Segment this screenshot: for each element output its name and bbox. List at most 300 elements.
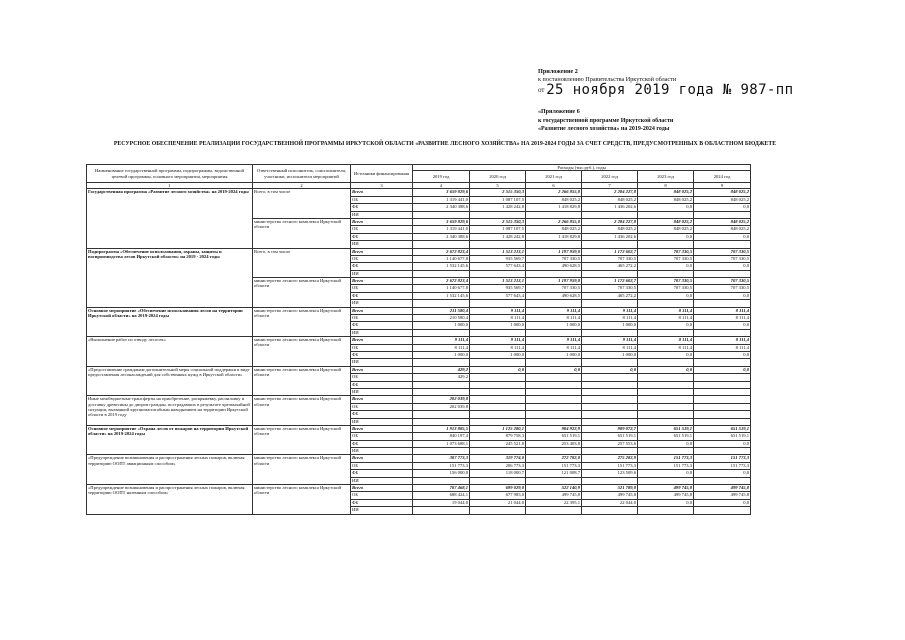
amount-cell: 1 418 829,8 (526, 233, 582, 240)
appendix-decree-ref: к постановлению Правительства Иркутской области (538, 76, 677, 83)
amount-cell: 1 513 213,1 (470, 248, 526, 255)
amount-cell: 275 282,9 (582, 455, 638, 462)
col-header-year: 2022 год (582, 171, 638, 183)
funding-source-cell: Всего (351, 396, 413, 403)
appendix-label: Приложение 2 (538, 68, 578, 75)
amount-cell (526, 381, 582, 388)
amount-cell: 0,0 (694, 204, 751, 211)
funding-source-cell: ОБ (351, 255, 413, 262)
amount-cell (526, 329, 582, 336)
amount-cell (694, 507, 751, 514)
amount-cell (638, 300, 694, 307)
funding-source-cell: ФБ (351, 263, 413, 270)
amount-cell: 0,0 (694, 366, 751, 373)
col-number: 4 (413, 183, 470, 189)
appendix6-block (538, 108, 673, 134)
amount-cell (694, 396, 751, 403)
amount-cell: 9 111,4 (413, 337, 470, 344)
col-header-source: Источники финансирования (351, 165, 413, 183)
amount-cell: 499 745,8 (694, 492, 751, 499)
amount-cell (582, 381, 638, 388)
amount-cell (638, 448, 694, 455)
amount-cell: 935 569,7 (470, 255, 526, 262)
amount-cell: 707 330,5 (582, 285, 638, 292)
amount-cell (470, 270, 526, 277)
funding-source-cell: ИИ (351, 300, 413, 307)
funding-source-cell: ФБ (351, 470, 413, 477)
amount-cell: 1 428 242,8 (470, 233, 526, 240)
funding-source-cell: ОБ (351, 374, 413, 381)
amount-cell: 707 330,5 (694, 285, 751, 292)
amount-cell: 151 773,3 (694, 462, 751, 469)
funding-source-cell: Всего (351, 366, 413, 373)
table-row (87, 248, 751, 255)
amount-cell: 521 789,8 (582, 485, 638, 492)
amount-cell: 245 521,8 (470, 440, 526, 447)
amount-cell: 1 087 107,5 (470, 196, 526, 203)
amount-cell: 848 025,2 (638, 196, 694, 203)
amount-cell: 19 044,0 (413, 499, 470, 506)
amount-cell: 0,0 (694, 233, 751, 240)
amount-cell (582, 396, 638, 403)
amount-cell (526, 403, 582, 410)
funding-source-cell: ОБ (351, 462, 413, 469)
executor-cell: Всего, в том числе (253, 248, 351, 278)
amount-cell: 0,0 (470, 366, 526, 373)
amount-cell: 2 515 350,3 (470, 189, 526, 196)
amount-cell: 1 197 959,0 (526, 278, 582, 285)
amount-cell (413, 418, 470, 425)
amount-cell (526, 300, 582, 307)
funding-source-cell: ФБ (351, 204, 413, 211)
amount-cell (582, 411, 638, 418)
amount-cell (582, 211, 638, 218)
amount-cell: 1 418 829,8 (526, 204, 582, 211)
amount-cell: 211 580,4 (413, 307, 470, 314)
handwritten-date: 25 ноября 2019 года № 987-пп (546, 82, 794, 98)
amount-cell: 707 330,5 (694, 278, 751, 285)
amount-cell (582, 241, 638, 248)
amount-cell: 2 266 855,0 (526, 218, 582, 225)
amount-cell: 1 436 202,6 (582, 233, 638, 240)
col-header-name: Наименование государственной программы, подпрограммы, ведомственной целевой программы, основного мероприятия, мероприятия (87, 165, 253, 183)
amount-cell: 499 745,8 (526, 492, 582, 499)
amount-cell (694, 403, 751, 410)
table-row (87, 396, 751, 403)
amount-cell (526, 507, 582, 514)
amount-cell (413, 388, 470, 395)
amount-cell: 0,0 (638, 204, 694, 211)
amount-cell: 121 008,7 (526, 470, 582, 477)
funding-source-cell: ОБ (351, 226, 413, 233)
col-header-executor: Ответственный исполнитель, соисполнители, участники, исполнители мероприятий (253, 165, 351, 183)
amount-cell: 0,0 (638, 352, 694, 359)
amount-cell: 1 428 242,8 (470, 204, 526, 211)
funding-source-cell: ФБ (351, 499, 413, 506)
amount-cell: 2 340 388,6 (413, 233, 470, 240)
table-body (87, 189, 751, 514)
amount-cell: 151 773,3 (582, 462, 638, 469)
executor-cell: министерство лесного комплекса Иркутской области (253, 455, 351, 485)
amount-cell (526, 477, 582, 484)
amount-cell: 3 659 829,6 (413, 189, 470, 196)
amount-cell: 8 111,4 (582, 315, 638, 322)
amount-cell: 8 111,4 (694, 307, 751, 314)
executor-cell: министерство лесного комплекса Иркутской области (253, 278, 351, 308)
amount-cell: 8 111,4 (638, 337, 694, 344)
amount-cell (694, 359, 751, 366)
amount-cell (413, 411, 470, 418)
amount-cell (470, 507, 526, 514)
amount-cell: 651 519,1 (582, 433, 638, 440)
amount-cell (526, 211, 582, 218)
funding-source-cell: ОБ (351, 285, 413, 292)
amount-cell: 151 773,3 (638, 455, 694, 462)
amount-cell: 465 272,2 (582, 263, 638, 270)
amount-cell (582, 418, 638, 425)
funding-source-cell: ИИ (351, 448, 413, 455)
document-title: РЕСУРСНОЕ ОБЕСПЕЧЕНИЕ РЕАЛИЗАЦИИ ГОСУДАРСТВЕННОЙ ПРОГРАММЫ ИРКУТСКОЙ ОБЛАСТИ «РАЗВИТИЕ ЛЕСНОГО ХОЗЯЙСТВА» НА 2019-2024 ГОДЫ ЗА СЧЕТ СРЕДСТВ, ПРЕДУСМОТРЕННЫХ В ОБЛАСТНОМ БЮДЖЕТЕ (113, 141, 777, 147)
col-number: 9 (694, 183, 751, 189)
col-header-year: 2024 год (694, 171, 751, 183)
amount-cell: 9 111,4 (526, 307, 582, 314)
amount-cell (413, 211, 470, 218)
amount-cell: 8 111,4 (694, 337, 751, 344)
amount-cell (413, 329, 470, 336)
amount-cell: 707 468,1 (413, 485, 470, 492)
amount-cell (694, 270, 751, 277)
executor-cell: министерство лесного комплекса Иркутской области (253, 366, 351, 396)
amount-cell: 8 111,4 (638, 315, 694, 322)
funding-source-cell: ИИ (351, 329, 413, 336)
amount-cell: 319 774,0 (470, 455, 526, 462)
amount-cell: 0,0 (638, 263, 694, 270)
program-name-cell: «Предупреждение возникновения и распространения лесных пожаров, включая территорию ООПТ наземным способом» (87, 485, 253, 515)
funding-source-cell: Всего (351, 425, 413, 432)
amount-cell (694, 374, 751, 381)
amount-cell (470, 359, 526, 366)
amount-cell (582, 374, 638, 381)
program-name-cell: Иные межбюджетные трансферты на приобретение, раскряжевку, распиловку и доставку древесины до дворов граждан, пострадавших в результате чрезвычайной ситуации, вызванной крупномасштабным наводнением на территории Иркутской области в 2019 году (87, 396, 253, 426)
amount-cell: 848 025,2 (694, 196, 751, 203)
amount-cell: 1 000,0 (582, 322, 638, 329)
amount-cell: 0,0 (638, 499, 694, 506)
amount-cell: 151 773,3 (413, 462, 470, 469)
amount-cell: 848 025,2 (582, 226, 638, 233)
amount-cell (413, 507, 470, 514)
col-header-expenses: Расходы (тыс.руб.), годы (413, 165, 751, 171)
amount-cell: 848 025,2 (694, 226, 751, 233)
funding-source-cell: ИИ (351, 418, 413, 425)
amount-cell: 0,0 (694, 440, 751, 447)
amount-cell (638, 359, 694, 366)
funding-source-cell: ФБ (351, 233, 413, 240)
amount-cell: 848 025,2 (526, 226, 582, 233)
amount-cell: 651 519,1 (694, 433, 751, 440)
amount-cell: 707 330,5 (638, 248, 694, 255)
col-header-year: 2019 год (413, 171, 470, 183)
amount-cell (582, 270, 638, 277)
amount-cell: 1 125 280,1 (470, 425, 526, 432)
amount-cell (638, 329, 694, 336)
amount-cell: 879 758,3 (470, 433, 526, 440)
col-number: 5 (470, 183, 526, 189)
amount-cell: 257 553,6 (582, 440, 638, 447)
amount-cell: 8 111,4 (470, 344, 526, 351)
amount-cell: 0,0 (638, 292, 694, 299)
amount-cell: 909 072,7 (582, 425, 638, 432)
amount-cell: 9 111,4 (582, 337, 638, 344)
amount-cell: 688 424,1 (413, 492, 470, 499)
amount-cell: 1 532 145,6 (413, 292, 470, 299)
funding-source-cell: ФБ (351, 352, 413, 359)
amount-cell: 22 395,1 (526, 499, 582, 506)
amount-cell (582, 507, 638, 514)
amount-cell: 210 580,4 (413, 315, 470, 322)
amount-cell: 677 985,0 (470, 492, 526, 499)
amount-cell (694, 388, 751, 395)
amount-cell (694, 381, 751, 388)
amount-cell: 904 922,9 (526, 425, 582, 432)
amount-cell: 465 272,2 (582, 292, 638, 299)
amount-cell: 202 039,8 (413, 396, 470, 403)
amount-cell: 848 025,2 (582, 196, 638, 203)
amount-cell: 848 025,2 (638, 226, 694, 233)
funding-source-cell: Всего (351, 248, 413, 255)
col-number: 1 (87, 183, 253, 189)
funding-source-cell: ОБ (351, 433, 413, 440)
amount-cell (470, 381, 526, 388)
amount-cell: 2 515 350,3 (470, 218, 526, 225)
amount-cell: 848 025,2 (638, 218, 694, 225)
amount-cell (582, 359, 638, 366)
executor-cell: министерство лесного комплекса Иркутской области (253, 396, 351, 426)
amount-cell: 0,0 (694, 352, 751, 359)
amount-cell (413, 241, 470, 248)
amount-cell: 1 319 441,0 (413, 226, 470, 233)
amount-cell: 1 087 107,5 (470, 226, 526, 233)
amount-cell: 490 628,5 (526, 263, 582, 270)
amount-cell (582, 300, 638, 307)
amount-cell: 1 073 688,1 (413, 440, 470, 447)
amount-cell: 2 672 823,4 (413, 248, 470, 255)
funding-source-cell: ФБ (351, 322, 413, 329)
amount-cell (413, 270, 470, 277)
amount-cell: 935 569,7 (470, 285, 526, 292)
amount-cell: 1 000,0 (470, 352, 526, 359)
funding-source-cell: ИИ (351, 359, 413, 366)
amount-cell: 9 111,4 (470, 307, 526, 314)
amount-cell: 0,0 (694, 292, 751, 299)
col-number: 2 (253, 183, 351, 189)
amount-cell (694, 418, 751, 425)
amount-cell: 651 519,1 (638, 425, 694, 432)
amount-cell: 8 111,4 (526, 315, 582, 322)
amount-cell: 1 913 885,5 (413, 425, 470, 432)
funding-source-cell: Всего (351, 218, 413, 225)
appendix6-program-name: «Развитие лесного хозяйства» на 2019-2024 годы (538, 126, 670, 132)
amount-cell: 253 403,8 (526, 440, 582, 447)
amount-cell: 1 140 677,8 (413, 285, 470, 292)
amount-cell: 0,0 (638, 366, 694, 373)
amount-cell (413, 477, 470, 484)
amount-cell: 848 025,2 (694, 218, 751, 225)
amount-cell: 0,0 (526, 366, 582, 373)
amount-cell: 707 330,5 (526, 255, 582, 262)
amount-cell: 522 140,9 (526, 485, 582, 492)
amount-cell: 2 340 388,6 (413, 204, 470, 211)
amount-cell: 8 111,4 (638, 307, 694, 314)
amount-cell: 9 111,4 (470, 337, 526, 344)
amount-cell (470, 396, 526, 403)
amount-cell (582, 477, 638, 484)
amount-cell (413, 300, 470, 307)
executor-cell: министерство лесного комплекса Иркутской области (253, 425, 351, 455)
funding-source-cell: Всего (351, 189, 413, 196)
table-row (87, 337, 751, 344)
amount-cell: 848 025,2 (526, 196, 582, 203)
amount-cell: 3 659 829,6 (413, 218, 470, 225)
amount-cell (638, 241, 694, 248)
program-name-cell: «Предоставление гражданам дополнительной меры социальной поддержки в виде предоставления лесонасаждений для собственных нужд в Иркутской области» (87, 366, 253, 396)
executor-cell: Всего, в том числе (253, 189, 351, 219)
amount-cell: 0,0 (638, 322, 694, 329)
amount-cell (413, 381, 470, 388)
funding-source-cell: ИИ (351, 270, 413, 277)
funding-source-cell: ОБ (351, 196, 413, 203)
resource-table (86, 164, 751, 515)
funding-source-cell: Всего (351, 455, 413, 462)
amount-cell: 22 044,0 (582, 499, 638, 506)
amount-cell (638, 403, 694, 410)
amount-cell (694, 211, 751, 218)
amount-cell: 848 025,2 (694, 189, 751, 196)
amount-cell: 1 000,0 (526, 352, 582, 359)
amount-cell: 499 745,8 (638, 485, 694, 492)
col-number: 3 (351, 183, 413, 189)
amount-cell: 9 111,4 (526, 337, 582, 344)
appendix6-program-ref: к государственной программе Иркутской области (538, 117, 674, 124)
amount-cell: 1 532 145,6 (413, 263, 470, 270)
col-number: 8 (638, 183, 694, 189)
amount-cell (413, 448, 470, 455)
appendix6-label: «Приложение 6 (538, 109, 580, 115)
amount-cell: 707 330,5 (638, 285, 694, 292)
amount-cell (638, 211, 694, 218)
col-number: 7 (582, 183, 638, 189)
amount-cell: 0,0 (638, 470, 694, 477)
amount-cell (638, 381, 694, 388)
amount-cell: 0,0 (694, 470, 751, 477)
amount-cell (526, 270, 582, 277)
amount-cell: 118 000,7 (470, 470, 526, 477)
amount-cell: 707 330,5 (694, 255, 751, 262)
amount-cell: 151 773,3 (638, 462, 694, 469)
amount-cell: 1 000,0 (470, 322, 526, 329)
amount-cell: 707 330,5 (694, 248, 751, 255)
table-row (87, 366, 751, 373)
program-name-cell: Основное мероприятие «Обеспечение использования лесов на территории Иркутской области» на 2019-2024 годы (87, 307, 253, 337)
amount-cell (526, 418, 582, 425)
amount-cell: 499 745,8 (638, 492, 694, 499)
amount-cell: 577 643,4 (470, 263, 526, 270)
amount-cell: 1 000,0 (582, 352, 638, 359)
amount-cell: 707 330,5 (638, 278, 694, 285)
funding-source-cell: ИИ (351, 241, 413, 248)
amount-cell (638, 507, 694, 514)
col-header-year: 2023 год (638, 171, 694, 183)
program-name-cell: Подпрограмма «Обеспечение использования, охраны, защиты и воспроизводства лесов Иркутской области» на 2019 - 2024 годы (87, 248, 253, 307)
amount-cell: 307 773,3 (413, 455, 470, 462)
amount-cell: 651 519,1 (638, 433, 694, 440)
amount-cell: 0,0 (638, 440, 694, 447)
amount-cell (638, 388, 694, 395)
amount-cell (470, 418, 526, 425)
col-header-year: 2021 год (526, 171, 582, 183)
amount-cell: 2 284 227,8 (582, 218, 638, 225)
amount-cell (526, 411, 582, 418)
amount-cell (413, 359, 470, 366)
amount-cell: 1 000,0 (413, 322, 470, 329)
amount-cell (470, 374, 526, 381)
amount-cell: 1 000,0 (413, 352, 470, 359)
amount-cell: 156 000,0 (413, 470, 470, 477)
amount-cell (694, 300, 751, 307)
amount-cell (582, 329, 638, 336)
funding-source-cell: ФБ (351, 440, 413, 447)
table-row (87, 485, 751, 492)
amount-cell (526, 359, 582, 366)
amount-cell: 499 745,8 (694, 485, 751, 492)
amount-cell (694, 477, 751, 484)
amount-cell: 707 330,5 (638, 255, 694, 262)
amount-cell: 8 111,4 (694, 315, 751, 322)
col-number: 6 (526, 183, 582, 189)
date-prefix: от (538, 86, 545, 94)
amount-cell (638, 270, 694, 277)
amount-cell (470, 403, 526, 410)
amount-cell: 0,0 (694, 263, 751, 270)
amount-cell: 848 025,2 (638, 189, 694, 196)
amount-cell (694, 241, 751, 248)
amount-cell (638, 374, 694, 381)
amount-cell: 151 773,3 (526, 462, 582, 469)
funding-source-cell: Всего (351, 485, 413, 492)
executor-cell: министерство лесного комплекса Иркутской области (253, 307, 351, 337)
amount-cell (526, 241, 582, 248)
amount-cell: 9 111,4 (582, 307, 638, 314)
amount-cell (582, 448, 638, 455)
amount-cell: 490 628,5 (526, 292, 582, 299)
amount-cell (638, 418, 694, 425)
amount-cell: 1 197 959,0 (526, 248, 582, 255)
amount-cell (638, 396, 694, 403)
amount-cell (582, 403, 638, 410)
col-header-year: 2020 год (470, 171, 526, 183)
amount-cell (526, 388, 582, 395)
program-name-cell: Государственная программа «Развитие лесного хозяйства» на 2019-2024 годы (87, 189, 253, 248)
program-name-cell: Основное мероприятие «Охрана лесов от пожаров на территории Иркутской области» на 2019-2024 годы (87, 425, 253, 455)
amount-cell: 8 111,4 (582, 344, 638, 351)
funding-source-cell: ОБ (351, 315, 413, 322)
amount-cell (526, 396, 582, 403)
amount-cell: 8 111,4 (638, 344, 694, 351)
amount-cell: 8 111,4 (526, 344, 582, 351)
amount-cell: 1 140 677,8 (413, 255, 470, 262)
amount-cell: 151 773,3 (694, 455, 751, 462)
amount-cell: 272 782,0 (526, 455, 582, 462)
amount-cell: 699 029,0 (470, 485, 526, 492)
